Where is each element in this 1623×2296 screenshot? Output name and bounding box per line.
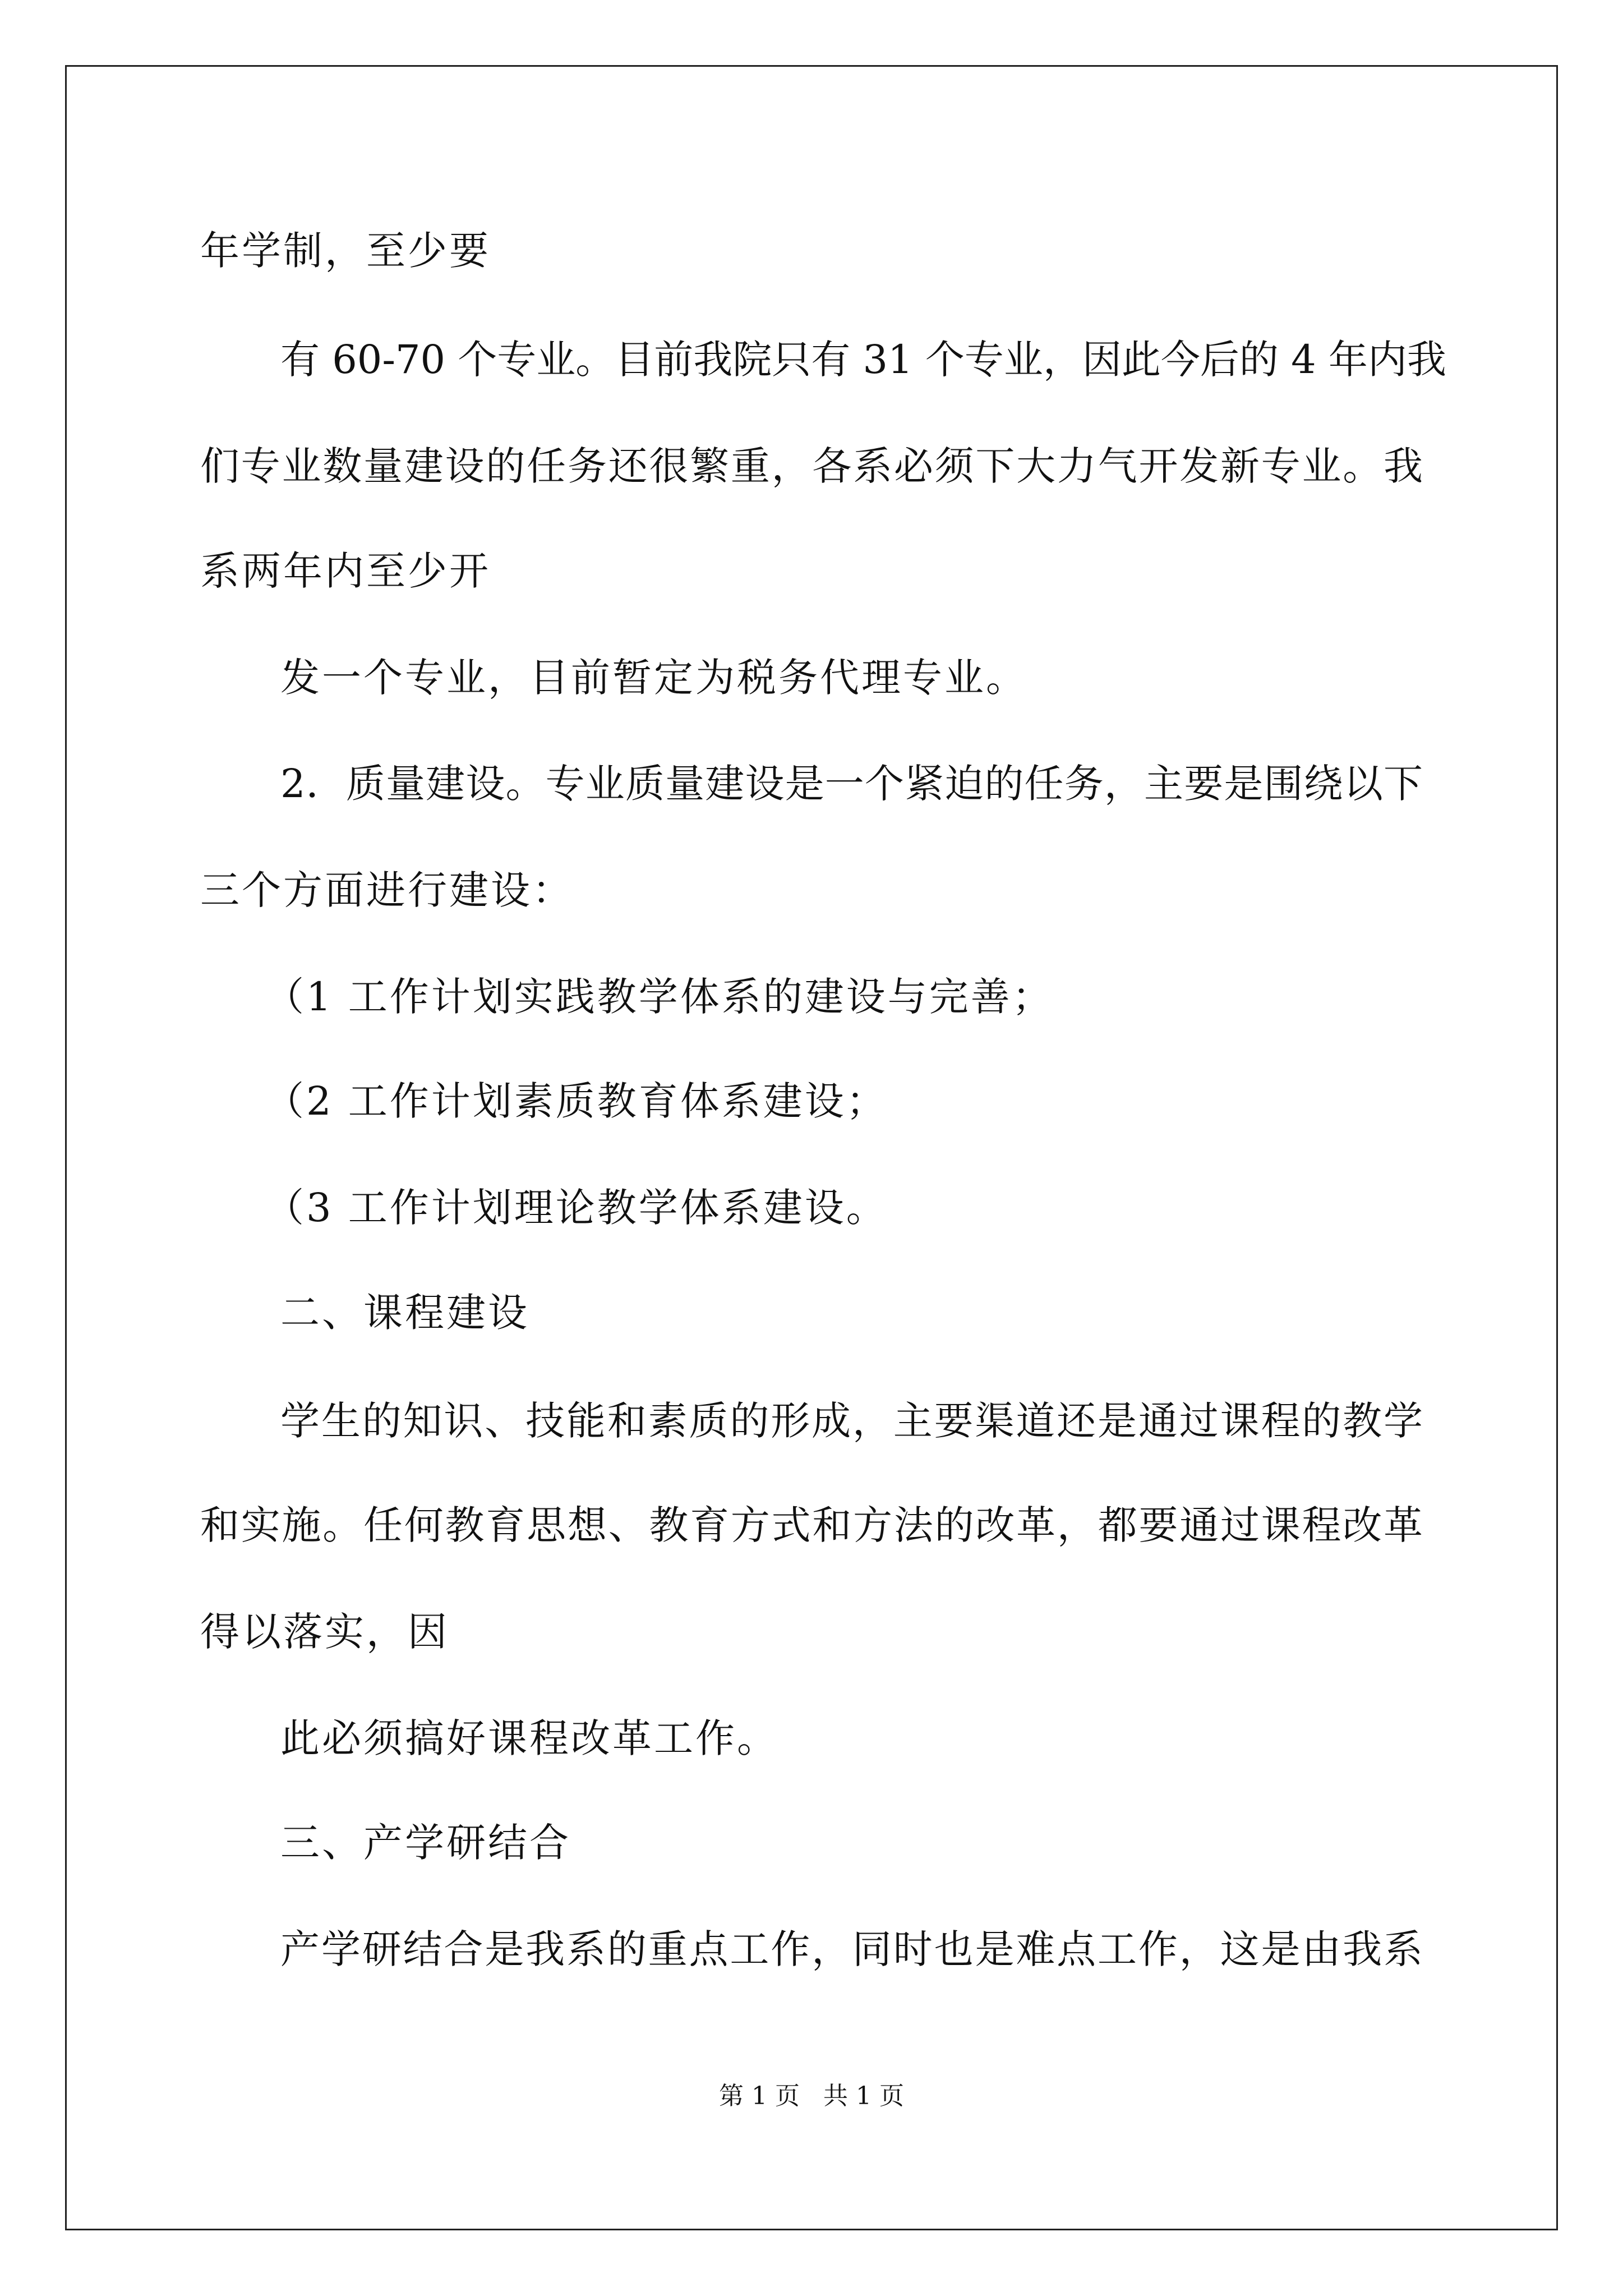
paragraph-line: 年学制，至少要: [200, 228, 491, 274]
section-heading: 二、课程建设: [280, 1290, 529, 1336]
paragraph-line: 有 60-70 个专业。目前我院只有 31 个专业，因此今后的 4 年内我: [280, 337, 1446, 383]
section-heading: 三、产学研结合: [280, 1820, 571, 1866]
paragraph-line: 系两年内至少开: [200, 548, 491, 594]
paragraph-line: 此必须搞好课程改革工作。: [280, 1715, 778, 1761]
list-item: （1 工作计划实践教学体系的建设与完善；: [265, 974, 1054, 1020]
paragraph-line: 2．质量建设。专业质量建设是一个紧迫的任务，主要是围绕以下: [280, 761, 1423, 807]
list-item: （2 工作计划素质教育体系建设；: [265, 1078, 888, 1124]
paragraph-line: 和实施。任何教育思想、教育方式和方法的改革，都要通过课程改革: [200, 1502, 1423, 1548]
page-border: [65, 65, 1558, 2230]
list-item: （3 工作计划理论教学体系建设。: [265, 1185, 888, 1231]
page-footer: 第 1 页 共 1 页: [719, 2082, 904, 2110]
paragraph-line: 得以落实，因: [200, 1609, 449, 1655]
paragraph-line: 们专业数量建设的任务还很繁重，各系必须下大力气开发新专业。我: [200, 443, 1423, 489]
paragraph-line: 发一个专业，目前暂定为税务代理专业。: [280, 655, 1027, 701]
paragraph-line: 产学研结合是我系的重点工作，同时也是难点工作，这是由我系: [280, 1926, 1423, 1972]
paragraph-line: 三个方面进行建设：: [200, 867, 574, 913]
paragraph-line: 学生的知识、技能和素质的形成，主要渠道还是通过课程的教学: [280, 1398, 1423, 1444]
